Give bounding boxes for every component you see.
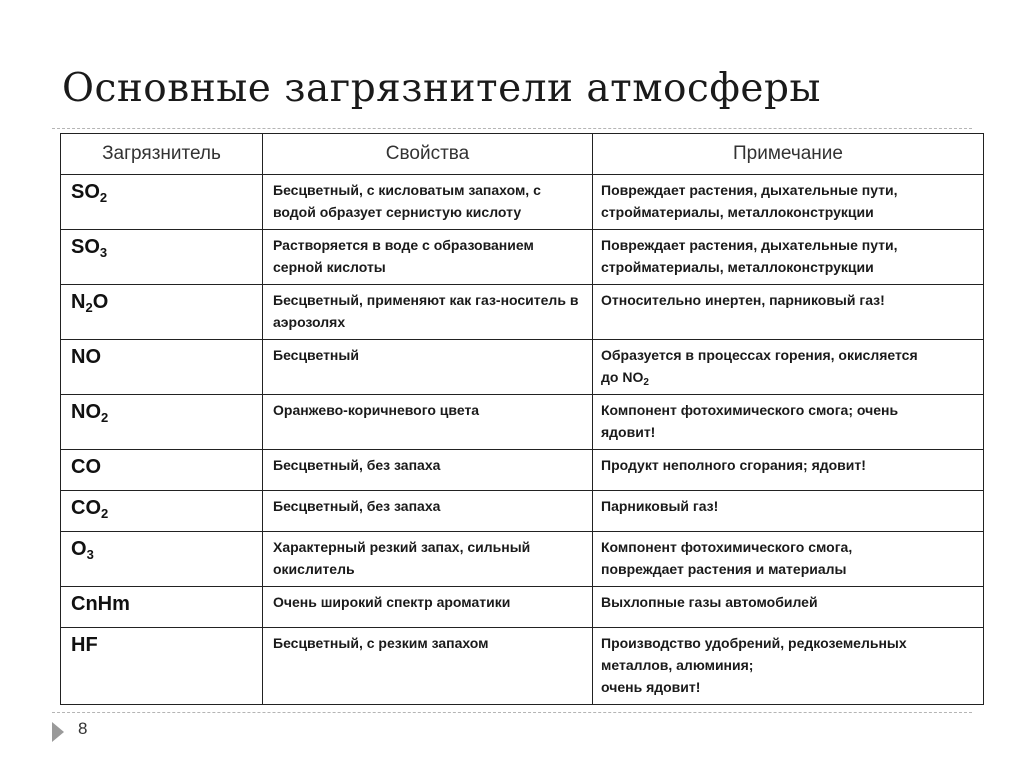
note-line xyxy=(601,179,975,201)
text-fragment: очень ядовит! xyxy=(601,679,701,695)
text-fragment: Производство удобрений, редкоземельных xyxy=(601,635,907,651)
text-fragment: NO xyxy=(71,346,101,368)
pollutant-note xyxy=(593,395,984,450)
table-row xyxy=(61,491,984,532)
subscript: 3 xyxy=(99,245,108,260)
pollutant-properties: Оранжево-коричневого цвета xyxy=(263,395,593,450)
table-row xyxy=(61,395,984,450)
pollutant-note xyxy=(593,175,984,230)
note-line xyxy=(601,289,975,311)
pollutant-formula xyxy=(61,491,263,532)
note-line xyxy=(601,558,975,580)
note-line xyxy=(601,201,975,223)
subscript: 3 xyxy=(86,547,94,562)
pollutant-formula xyxy=(61,175,263,230)
note-line xyxy=(601,591,975,613)
pollutant-properties: Бесцветный, применяют как газ-носитель в аэрозолях xyxy=(263,285,593,340)
header-pollutant: Загрязнитель xyxy=(61,134,263,175)
note-line xyxy=(601,495,975,517)
pollutant-note xyxy=(593,491,984,532)
note-line xyxy=(601,654,975,676)
text-fragment: стройматериалы, металлоконструкции xyxy=(601,204,874,220)
pollutant-formula xyxy=(61,285,263,340)
text-fragment: Парниковый газ! xyxy=(601,498,719,514)
text-fragment: стройматериалы, металлоконструкции xyxy=(601,259,874,275)
table-row xyxy=(61,340,984,395)
note-line xyxy=(601,536,975,558)
text-fragment: N xyxy=(71,291,86,313)
note-line xyxy=(601,366,975,388)
pollutant-properties: Бесцветный, с резким запахом xyxy=(263,628,593,705)
triangle-right-icon xyxy=(52,722,64,742)
table-body xyxy=(61,175,984,705)
pollutant-formula xyxy=(61,628,263,705)
table-row xyxy=(61,628,984,705)
text-fragment: Повреждает растения, дыхательные пути, xyxy=(601,237,898,253)
pollutant-note xyxy=(593,628,984,705)
subscript: 2 xyxy=(101,506,109,521)
pollutant-formula xyxy=(61,450,263,491)
pollutant-formula xyxy=(61,230,263,285)
text-fragment: Продукт неполного сгорания; ядовит! xyxy=(601,457,866,473)
pollutant-properties: Растворяется в воде с образованием серной кислоты xyxy=(263,230,593,285)
pollutant-formula xyxy=(61,340,263,395)
text-fragment: CnHm xyxy=(71,593,130,615)
title-divider xyxy=(52,128,972,129)
note-line xyxy=(601,344,975,366)
pollutant-properties: Бесцветный, без запаха xyxy=(263,491,593,532)
text-fragment: повреждает растения и материалы xyxy=(601,561,847,577)
text-fragment: O xyxy=(71,538,87,560)
text-fragment: Выхлопные газы автомобилей xyxy=(601,594,818,610)
pollutant-note xyxy=(593,532,984,587)
slide-title: Основные загрязнители атмосферы xyxy=(62,66,821,111)
text-fragment: металлов, алюминия; xyxy=(601,657,754,673)
pollutant-formula xyxy=(61,532,263,587)
table-header-row xyxy=(61,134,984,175)
pollutant-formula xyxy=(61,395,263,450)
pollutant-note xyxy=(593,285,984,340)
text-fragment: CO xyxy=(71,497,101,519)
pollutants-table xyxy=(60,133,984,705)
text-fragment: Образуется в процессах горения, окисляется xyxy=(601,347,918,363)
pollutant-note xyxy=(593,230,984,285)
text-fragment: SO xyxy=(71,236,100,258)
text-fragment: CO xyxy=(71,456,101,478)
pollutant-formula xyxy=(61,587,263,628)
text-fragment: SO xyxy=(71,181,100,203)
text-fragment: NO xyxy=(71,401,101,423)
pollutant-properties: Бесцветный, с кисловатым запахом, с водой образует сернистую кислоту xyxy=(263,175,593,230)
pollutant-note xyxy=(593,340,984,395)
table-row xyxy=(61,230,984,285)
pollutant-note xyxy=(593,587,984,628)
note-line xyxy=(601,421,975,443)
text-fragment: Повреждает растения, дыхательные пути, xyxy=(601,182,898,198)
table-row xyxy=(61,450,984,491)
pollutant-properties: Бесцветный xyxy=(263,340,593,395)
text-fragment: Компонент фотохимического смога; очень xyxy=(601,402,899,418)
note-line xyxy=(601,399,975,421)
table-row xyxy=(61,587,984,628)
subscript: 2 xyxy=(99,190,108,205)
text-fragment: O xyxy=(92,291,109,313)
note-line xyxy=(601,256,975,278)
note-line xyxy=(601,234,975,256)
note-line xyxy=(601,632,975,654)
subscript: 2 xyxy=(85,300,93,315)
header-properties: Свойства xyxy=(263,134,593,175)
text-fragment: до NO xyxy=(601,369,644,385)
pollutant-note xyxy=(593,450,984,491)
pollutant-properties: Характерный резкий запах, сильный окислитель xyxy=(263,532,593,587)
subscript: 2 xyxy=(643,377,649,388)
text-fragment: ядовит! xyxy=(601,424,656,440)
table-row xyxy=(61,532,984,587)
text-fragment: Относительно инертен, парниковый газ! xyxy=(601,292,885,308)
note-line xyxy=(601,676,975,698)
header-note: Примечание xyxy=(593,134,984,175)
pollutant-properties: Бесцветный, без запаха xyxy=(263,450,593,491)
note-line xyxy=(601,454,975,476)
footer-divider xyxy=(52,712,972,713)
pollutant-properties: Очень широкий спектр ароматики xyxy=(263,587,593,628)
subscript: 2 xyxy=(101,410,109,425)
table-row xyxy=(61,175,984,230)
text-fragment: HF xyxy=(71,634,98,656)
table-row xyxy=(61,285,984,340)
text-fragment: Компонент фотохимического смога, xyxy=(601,539,853,555)
page-number: 8 xyxy=(78,719,88,738)
